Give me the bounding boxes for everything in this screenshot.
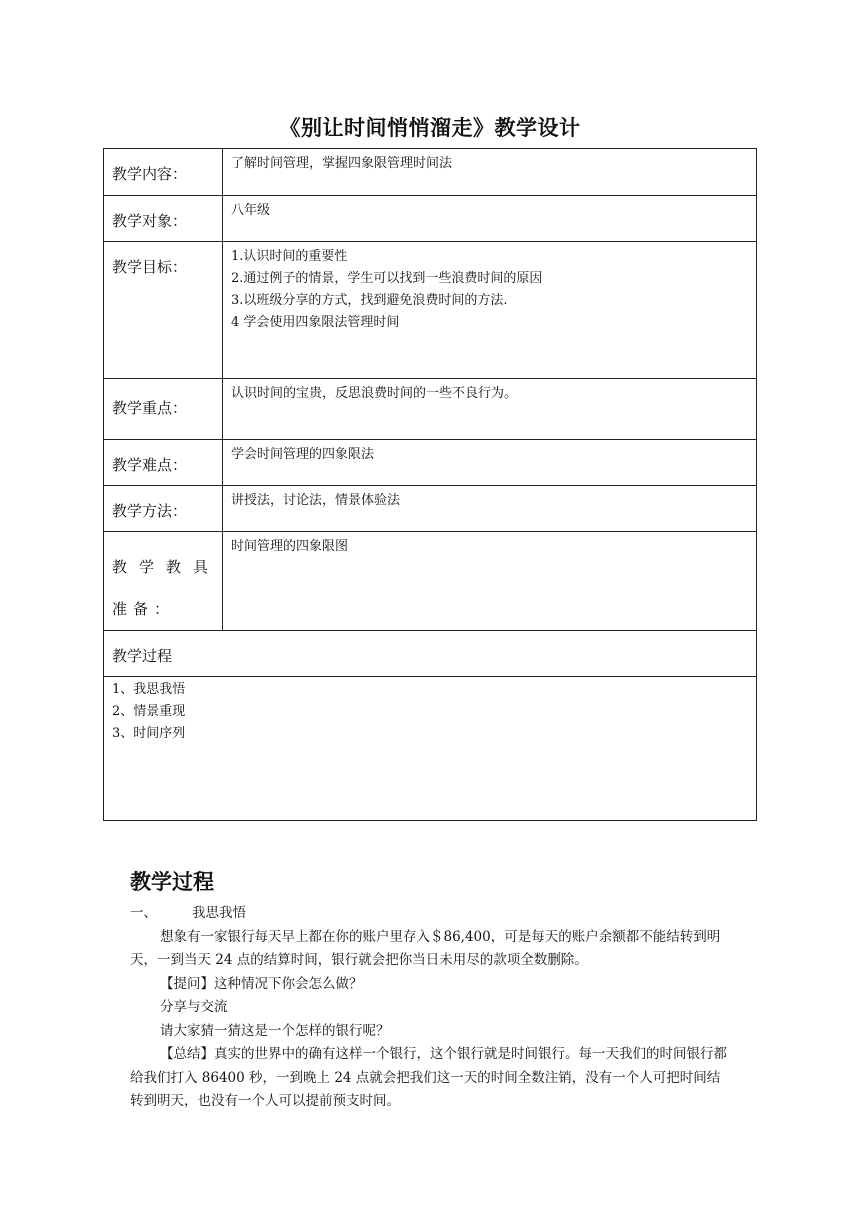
row-label: 教学重点：	[112, 399, 188, 417]
table-row	[104, 149, 757, 196]
row-value: 学会时间管理的四象限法	[231, 447, 375, 462]
goal-line: 1.认识时间的重要性	[231, 249, 348, 264]
row-value-cell	[223, 486, 757, 532]
row-value-cell	[223, 440, 757, 486]
paragraph: 请大家猜一猜这是一个怎样的银行呢？	[160, 1022, 390, 1039]
row-label-cell	[104, 149, 223, 196]
row-value: 认识时间的宝贵，反思浪费时间的一些不良行为。	[231, 386, 518, 401]
table-row	[104, 532, 757, 631]
row-value: 讲授法，讨论法，情景体验法	[231, 493, 401, 508]
row-label-cell	[104, 532, 223, 631]
row-label: 教学方法：	[112, 502, 188, 520]
goal-line: 2.通过例子的情景，学生可以找到一些浪费时间的原因	[231, 271, 543, 286]
row-label-cell	[104, 196, 223, 242]
table-row	[104, 677, 757, 821]
process-header-cell	[104, 631, 757, 677]
row-value: 八年级	[231, 203, 271, 218]
row-label-cell	[104, 486, 223, 532]
row-label: 教学难点：	[112, 456, 188, 474]
document-title: 《别让时间悄悄溜走》教学设计	[279, 116, 581, 140]
section-body	[130, 902, 730, 1114]
goal-line: 3.以班级分享的方式，找到避免浪费时间的方法.	[231, 293, 508, 308]
process-list-cell	[104, 677, 757, 821]
row-value-cell	[223, 196, 757, 242]
row-label-cell	[104, 242, 223, 379]
row-value: 时间管理的四象限图	[231, 539, 349, 554]
subsection-number: 一、	[130, 905, 157, 921]
section-title: 教学过程	[130, 870, 214, 894]
paragraph: 分享与交流	[160, 999, 228, 1015]
subsection-heading	[130, 902, 730, 926]
row-value: 了解时间管理，掌握四象限管理时间法	[231, 156, 453, 171]
row-value-cell	[223, 379, 757, 440]
table-row	[104, 440, 757, 486]
row-value-cell	[223, 149, 757, 196]
row-value-cell	[223, 532, 757, 631]
subsection-text: 我思我悟	[192, 905, 246, 921]
paragraph: 【提问】这种情况下你会怎么做？	[160, 975, 363, 992]
paragraph: 想象有一家银行每天早上都在你的账户里存入＄86,400，可是每天的账户余额都不能结转到明天，一到当天 24 点的结算时间，银行就会把你当日未用尽的款项全数删除。	[130, 928, 721, 968]
process-item: 3、时间序列	[112, 726, 186, 741]
table-row	[104, 631, 757, 677]
row-label: 教学对象：	[112, 212, 188, 230]
row-label: 教学目标：	[112, 258, 188, 276]
process-item: 1、我思我悟	[112, 682, 186, 697]
process-header: 教学过程	[112, 647, 173, 665]
table-row	[104, 486, 757, 532]
table-row	[104, 379, 757, 440]
row-label: 教学教具准备：	[112, 558, 214, 618]
lesson-plan-table	[103, 148, 757, 821]
goal-line: 4 学会使用四象限法管理时间	[231, 315, 400, 330]
table-row	[104, 196, 757, 242]
table-row	[104, 242, 757, 379]
row-label-cell	[104, 379, 223, 440]
row-label-cell	[104, 440, 223, 486]
row-label: 教学内容：	[112, 165, 188, 183]
paragraph: 【总结】真实的世界中的确有这样一个银行，这个银行就是时间银行。每一天我们的时间银行都给我们打入 86400 秒，一到晚上 24 点就会把我们这一天的时间全数注销，没有一个人可把时间结转到明天，也没有一个人可以提前预支时间。	[130, 1046, 727, 1109]
process-item: 2、情景重现	[112, 704, 186, 719]
row-value-cell	[223, 242, 757, 379]
